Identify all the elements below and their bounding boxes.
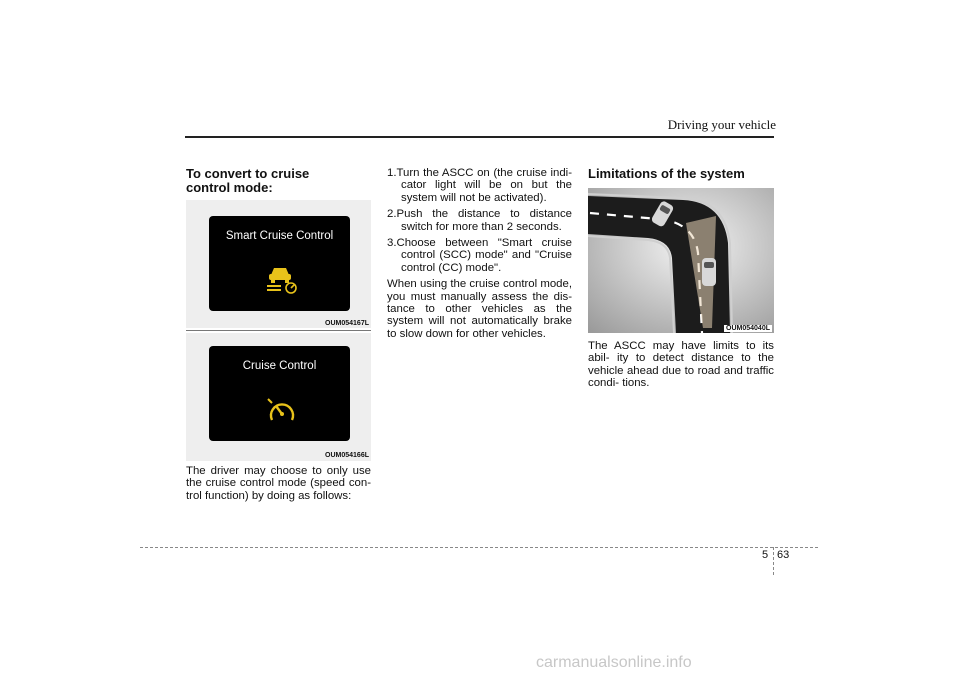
page-number-divider: [773, 547, 774, 575]
speedometer-icon: [265, 396, 299, 426]
figure-caption: OUM054040L: [726, 325, 770, 332]
own-vehicle: [702, 258, 716, 286]
figure-caption: OUM054167L: [325, 320, 369, 327]
chapter-number: 5: [762, 549, 769, 561]
figure-caption: OUM054166L: [325, 452, 369, 459]
heading-limitations: Limitations of the system: [588, 166, 745, 181]
step-item: 3.Choose between "Smart cruise control (SCC) mode" and "Cruise control (CC) mode".: [387, 237, 572, 274]
road-illustration: [588, 188, 774, 333]
page-number: 63: [777, 549, 790, 561]
cluster-screen: [209, 346, 350, 441]
watermark: carmanualsonline.info: [536, 654, 692, 671]
cluster-screen: [209, 216, 350, 311]
body-paragraph: The ASCC may have limits to its abil- ity to detect distance to the vehicle ahead due to road and traffic condi- tions.: [588, 340, 774, 390]
figure-road-curve: [588, 188, 774, 333]
steps-list: [387, 167, 572, 340]
car-distance-icon: [265, 264, 299, 294]
figure-smart-cruise: [186, 200, 371, 328]
figure-cruise-control: [186, 333, 371, 461]
footer-rule: [140, 547, 818, 548]
section-title: Driving your vehicle: [667, 117, 776, 132]
body-paragraph: When using the cruise control mode, you must manually assess the dis- tance to other vehicles as the system will not automatically brake to slow down for other vehicles.: [387, 278, 572, 340]
screen-title: Cruise Control: [242, 360, 317, 372]
heading-cruise-mode: To convert to cruise control mode:: [186, 166, 310, 195]
figure-divider: [186, 330, 371, 331]
step-item: 1.Turn the ASCC on (the cruise indi- cator light will be on but the system will not be activated).: [387, 167, 572, 204]
screen-title: Smart Cruise Control: [225, 230, 334, 242]
step-item: 2.Push the distance to distance switch for more than 2 seconds.: [387, 208, 572, 233]
body-paragraph: The driver may choose to only use the cruise control mode (speed con- trol function) by doing as follows:: [186, 465, 371, 502]
header-rule: [185, 136, 774, 138]
